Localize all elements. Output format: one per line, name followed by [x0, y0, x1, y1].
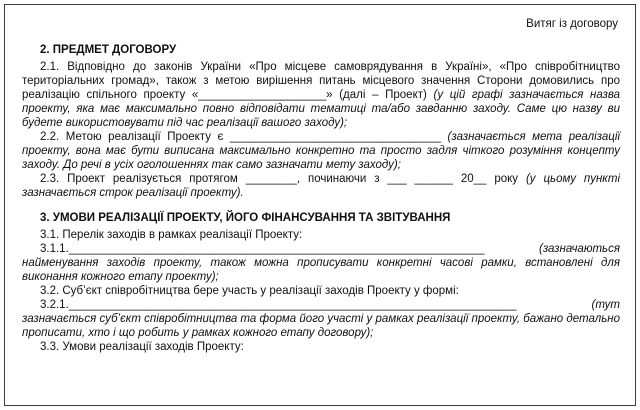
clause-2-3-note: (у цьому пункті зазначається строк реалізації проекту). — [22, 173, 620, 199]
clause-3-2-text: 3.2. Суб’єкт співробітництва бере участь у реалізації заходів Проекту у формі: — [40, 285, 459, 297]
clause-3-2-1-text: 3.2.1.______________________________________________________________________ — [40, 299, 592, 311]
clause-3-1-1-note: (зазначаються найменування заходів проекту, також можна прописувати конкретні часові рамки, встановлені для виконання кожного етапу проекту); — [22, 243, 620, 283]
clause-2-1-text: 2.1. Відповідно до законів України «Про місцеве самоврядування в Україні», «Про співробітництво територіальних громад», також з метою вирішення питань місцевого значення Сторони домовились про реалізацію спільного проекту «____________________» (далі – Проект) — [22, 61, 620, 101]
clause-3-3-text: 3.3. Умови реалізації заходів Проекту: — [40, 341, 244, 353]
clause-2-1 — [22, 60, 620, 130]
clause-2-2 — [22, 130, 620, 172]
clause-3-2-1-note: (тут зазначається суб’єкт співробітництва та форма його участі у рамках реалізації проекту, бажано детально прописати, хто і що робить у рамках кожного етапу договору); — [22, 299, 620, 339]
clause-3-2-1 — [22, 298, 620, 340]
section-2-heading: 2. ПРЕДМЕТ ДОГОВОРУ — [40, 44, 177, 56]
clause-2-2-text: 2.2. Метою реалізації Проекту є _________________________________ — [40, 131, 448, 143]
clause-2-3 — [22, 172, 620, 200]
section-3-heading: 3. УМОВИ РЕАЛІЗАЦІЇ ПРОЕКТУ, ЙОГО ФІНАНСУВАННЯ ТА ЗВІТУВАННЯ — [40, 212, 451, 224]
clause-3-2 — [22, 284, 620, 298]
clause-3-1-text: 3.1. Перелік заходів в рамках реалізації Проекту: — [40, 229, 303, 241]
clause-2-2-note: (зазначається мета реалізації проекту, вона має бути виписана максимально конкретно та просто задля чіткого розуміння концепту заходу. До речі в усіх оголошеннях так само зазначати мету заходу); — [22, 131, 620, 171]
clause-3-3 — [22, 340, 620, 354]
clause-2-1-note: (у цій графі зазначається назва проекту, яка має максимально повно відповідати тематиці та/або завданню заходу. Саме цю назву ви будете використовувати під час реалізації вашого заходу); — [22, 89, 620, 129]
document-page — [4, 4, 636, 406]
clause-2-3-text: 2.3. Проект реалізується протягом ________, починаючи з ___ ______ 20__ року — [40, 173, 526, 185]
document-tagline: Витяг із договору — [526, 18, 618, 30]
clause-3-1-1 — [22, 242, 620, 284]
clause-3-1-1-text: 3.1.1._________________________________________________________________ — [40, 243, 539, 255]
clause-3-1 — [22, 228, 620, 242]
